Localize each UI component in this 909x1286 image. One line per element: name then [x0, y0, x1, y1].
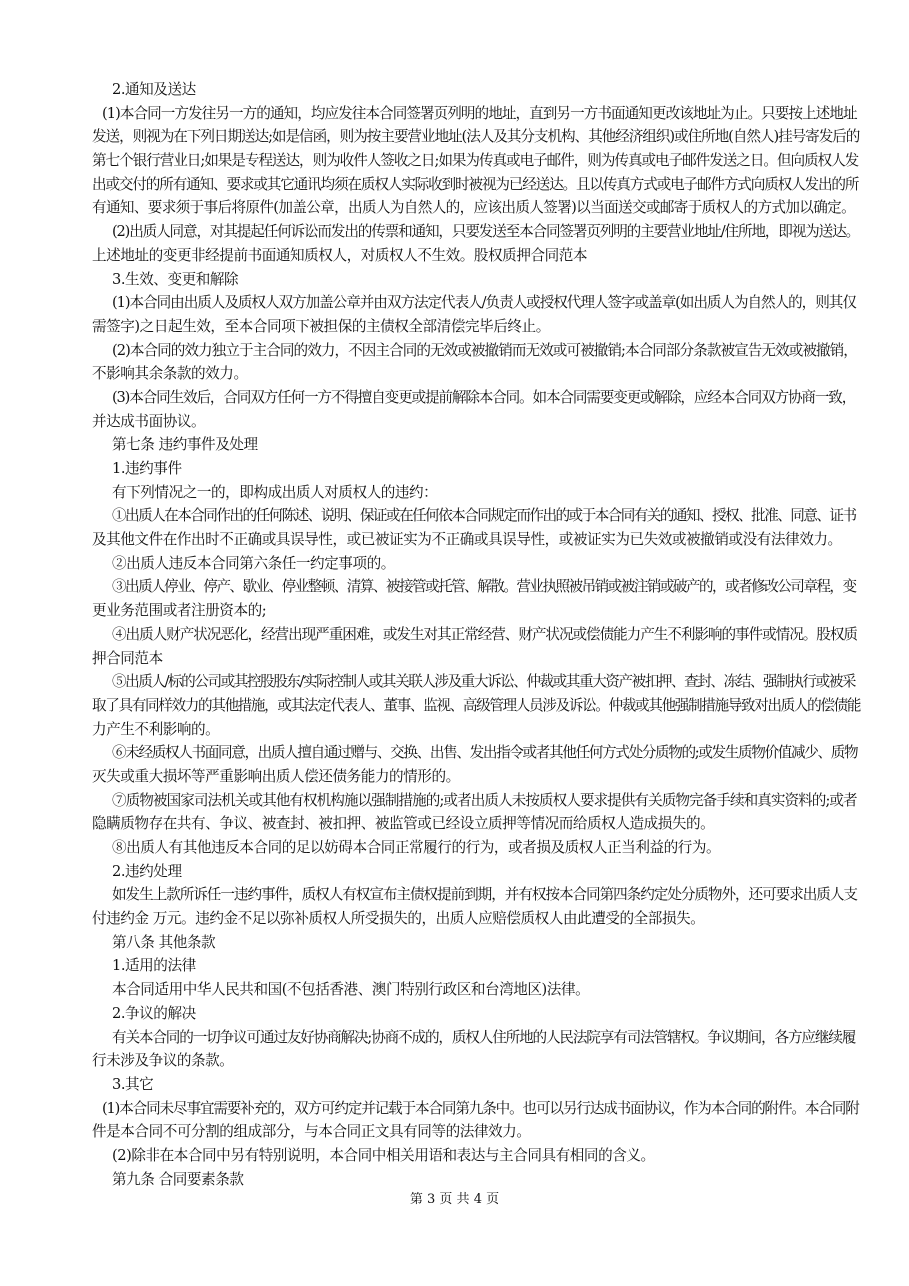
paragraph-line: 灭失或重大损坏等严重影响出质人偿还债务能力的情形的。: [92, 767, 460, 785]
paragraph-line: ④出质人财产状况恶化，经营出现严重困难，或发生对其正常经营、财产状况或偿债能力产生不利影响的事件或情况。股权质: [112, 625, 857, 643]
paragraph-line: 2.争议的解决: [112, 1004, 196, 1022]
paragraph-line: ⑧出质人有其他违反本合同的足以妨碍本合同正常履行的行为，或者损及质权人正当利益的行为。: [112, 839, 721, 856]
paragraph-line: (1)本合同未尽事宜需要补充的，双方可约定并记载于本合同第九条中。也可以另行达成书面协议，作为本合同的附件。本合同附: [102, 1099, 859, 1117]
paragraph-line: 行未涉及争议的条款。: [92, 1052, 234, 1070]
paragraph-line: 并达成书面协议。: [92, 412, 206, 430]
paragraph-line: 发送，则视为在下列日期送达;如是信函，则为按主要营业地址(法人及其分支机构、其他经济组织)或住所地(自然人)挂号寄发后的: [92, 128, 860, 146]
paragraph-line: 2.违约处理: [112, 862, 182, 880]
page-footer: 第 3 页 共 4 页: [409, 1192, 500, 1207]
paragraph-line: ①出质人在本合同作出的任何陈述、说明、保证或在任何依本合同规定而作出的或于本合同有关的通知、授权、批准、同意、证书: [112, 507, 856, 525]
paragraph-line: 力产生不利影响的。: [92, 720, 220, 738]
paragraph-line: 1.适用的法律: [112, 957, 196, 975]
paragraph-line: 需签字)之日起生效，至本合同项下被担保的主债权全部清偿完毕后终止。: [92, 317, 550, 335]
paragraph-line: 更业务范围或者注册资本的;: [92, 602, 267, 620]
paragraph-line: 3.其它: [112, 1075, 154, 1093]
paragraph-line: 押合同范本: [92, 649, 163, 667]
paragraph-line: 及其他文件在作出时不正确或具误导性，或已被证实为不正确或具误导性，或被证实为已失效或被撤销或没有法律效力。: [92, 531, 842, 549]
paragraph-line: 有通知、要求须于事后将原件(加盖公章，出质人为自然人的，应该出质人签署)以当面送交或邮寄于质权人的方式加以确定。: [92, 199, 856, 217]
paragraph-line: ⑥未经质权人书面同意，出质人擅自通过赠与、交换、出售、发出指令或者其他任何方式处分质物的;或发生质物价值减少、质物: [112, 744, 858, 762]
paragraph-line: 本合同适用中华人民共和国(不包括香港、澳门特别行政区和台湾地区)法律。: [112, 981, 590, 999]
paragraph-line: 1.违约事件: [112, 460, 182, 477]
paragraph-line: 第七个银行营业日;如果是专程送达，则为收件人签收之日;如果为传真或电子邮件，则为传真或电子邮件发送之日。但向质权人发: [92, 152, 859, 170]
paragraph-line: ⑤出质人/标的公司或其控股股东/实际控制人或其关联人涉及重大诉讼、仲裁或其重大资产被扣押、查封、冻结、强制执行或被采: [112, 673, 855, 691]
paragraph-line: ②出质人违反本合同第六条任一约定事项的。: [112, 554, 395, 572]
paragraph-line: (1)本合同一方发往另一方的通知，均应发往本合同签署页列明的地址，直到另一方书面通知更改该地址为止。只要按上述地址: [102, 104, 857, 122]
paragraph-line: 有下列情况之一的，即构成出质人对质权人的违约：: [112, 483, 438, 501]
paragraph-line: 有关本合同的一切争议可通过友好协商解决;协商不成的，质权人住所地的人民法院享有司法管辖权。争议期间，各方应继续履: [112, 1028, 856, 1046]
paragraph-line: 2.通知及送达: [112, 81, 196, 98]
paragraph-line: 取了具有同样效力的其他措施，或其法定代表人、董事、监视、高级管理人员涉及诉讼。仲裁或其他强制措施导致对出质人的偿债能: [92, 696, 861, 714]
paragraph-line: 出或交付的所有通知、要求或其它通讯均须在质权人实际收到时被视为已经送达。且以传真方式或电子邮件方式向质权人发出的所: [92, 175, 859, 193]
paragraph-line: 上述地址的变更非经提前书面通知质权人，对质权人不生效。股权质押合同范本: [92, 246, 588, 264]
paragraph-line: ⑦质物被国家司法机关或其他有权机构施以强制措施的;或者出质人未按质权人要求提供有关质物完备手续和真实资料的;或者: [112, 791, 857, 809]
paragraph-line: 第七条 违约事件及处理: [112, 436, 258, 454]
paragraph-line: 第九条 合同要素条款: [112, 1170, 244, 1188]
paragraph-line: 不影响其余条款的效力。: [92, 365, 248, 383]
paragraph-line: ③出质人停业、停产、歇业、停业整顿、清算、被接管或托管、解散。营业执照被吊销或被注销或破产的，或者修改公司章程，变: [112, 578, 856, 596]
paragraph-line: (2)除非在本合同中另有特别说明，本合同中相关用语和表达与主合同具有相同的含义。: [112, 1146, 655, 1164]
paragraph-line: (3)本合同生效后，合同双方任何一方不得擅自变更或提前解除本合同。如本合同需要变更或解除，应经本合同双方协商一致，: [112, 388, 856, 406]
document-body: [92, 78, 859, 1191]
paragraph-line: 付违约金 万元。违约金不足以弥补质权人所受损失的，出质人应赔偿质权人由此遭受的全部损失。: [92, 910, 705, 928]
paragraph-line: (2)本合同的效力独立于主合同的效力，不因主合同的无效或被撤销而无效或可被撤销;本合同部分条款被宣告无效或被撤销，: [112, 341, 857, 359]
paragraph-line: 第八条 其他条款: [112, 933, 216, 951]
paragraph-line: (1)本合同由出质人及质权人双方加盖公章并由双方法定代表人/负责人或授权代理人签字或盖章(如出质人为自然人的，则其仅: [112, 294, 856, 312]
paragraph-line: 件是本合同不可分割的组成部分，与本合同正文具有同等的法律效力。: [92, 1123, 531, 1141]
paragraph-line: 3.生效、变更和解除: [112, 270, 239, 288]
paragraph-line: 隐瞒质物存在共有、争议、被查封、被扣押、被监管或已经设立质押等情况而给质权人造成损失的。: [92, 815, 715, 833]
paragraph-line: 如发生上款所诉任一违约事件，质权人有权宣布主债权提前到期，并有权按本合同第四条约定处分质物外，还可要求出质人支: [112, 886, 857, 904]
paragraph-line: (2)出质人同意，对其提起任何诉讼而发出的传票和通知，只要发送至本合同签署页列明的主要营业地址/住所地，即视为送达。: [112, 223, 859, 241]
